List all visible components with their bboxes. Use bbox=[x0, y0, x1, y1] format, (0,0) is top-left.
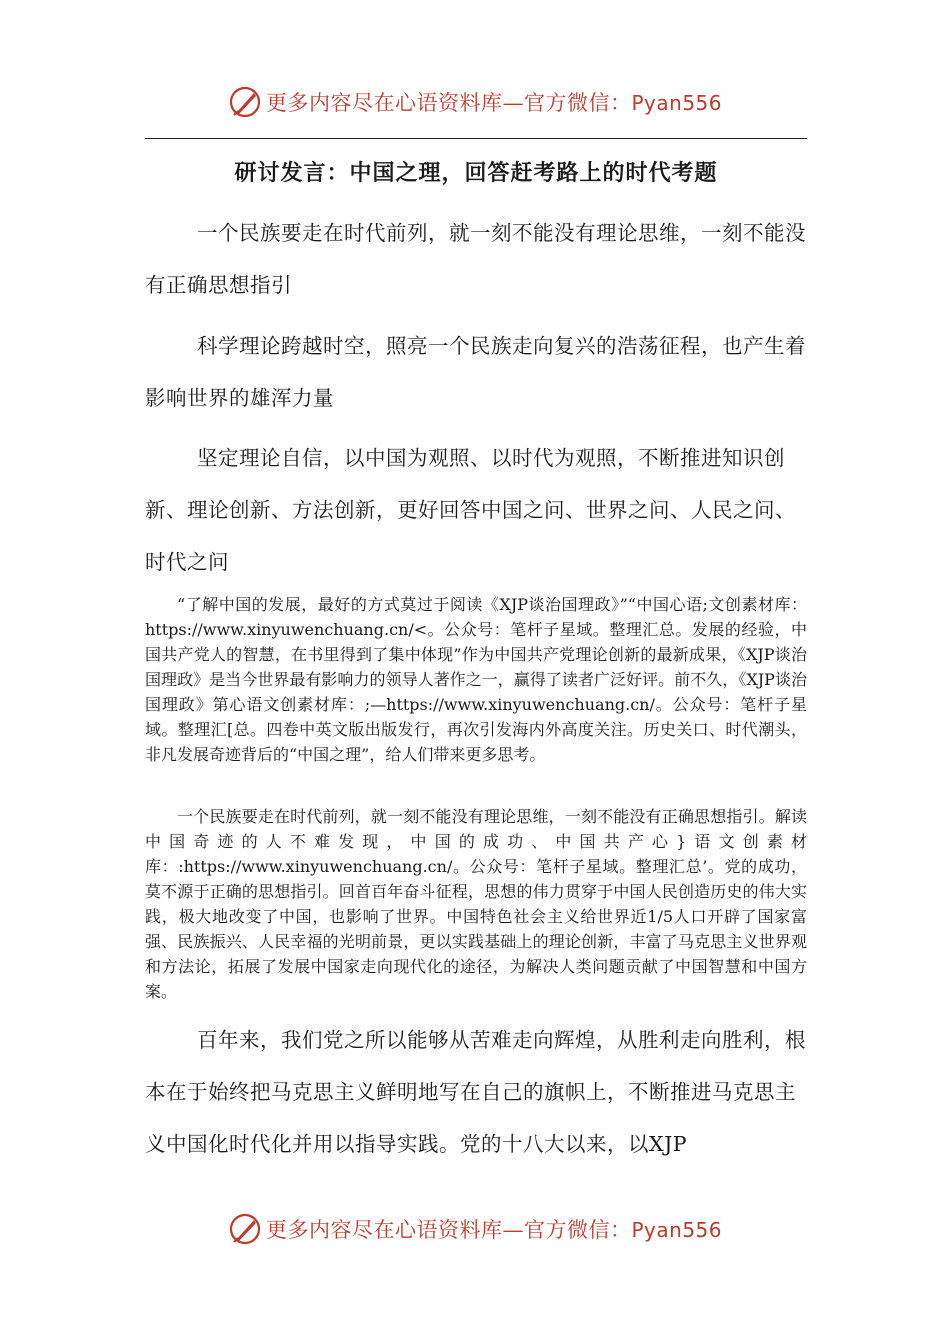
header-divider bbox=[145, 138, 807, 139]
quill-logo-icon bbox=[228, 1212, 262, 1246]
banner-text: 更多内容尽在心语资料库—官方微信：Pyan556 bbox=[265, 91, 722, 115]
paragraph-2: 科学理论跨越时空，照亮一个民族走向复兴的浩荡征程，也产生着影响世界的雄浑力量 bbox=[145, 334, 806, 410]
document-title: 研讨发言：中国之理，回答赶考路上的时代考题 bbox=[234, 161, 718, 186]
paragraph-4: “了解中国的发展，最好的方式莫过于阅读《XJP谈治国理政》”“中国心语;文创素材库：https://www.xinyuwenchuang.cn/<。公众号：笔杆子星域。整理汇总。发展的经验，中国共产党人的智慧，在书里得到了集中体现”作为中国共产党理论创新的最新成果，《XJP谈治国理政》是当今世界最有影响力的领导人著作之一，赢得了读者广泛好评。前不久，《XJP谈治国理政》第心语文创素材库：;—https://www.xinyuwenchuang.cn/。公众号：笔杆子星域。整理汇[总。四卷中英文版出版发行，再次引发海内外高度关注。历史关口、时代潮头，非凡发展奇迹背后的“中国之理”，给人们带来更多思考。 bbox=[145, 595, 807, 764]
paragraph-3: 坚定理论自信，以中国为观照、以时代为观照，不断推进知识创新、理论创新、方法创新，更好回答中国之问、世界之问、人民之问、时代之问 bbox=[145, 446, 796, 574]
paragraph-6: 百年来，我们党之所以能够从苦难走向辉煌，从胜利走向胜利，根本在于始终把马克思主义鲜明地写在自己的旗帜上，不断推进马克思主义中国化时代化并用以指导实践。党的十八大以来，以XJP bbox=[145, 1028, 806, 1156]
banner-text: 更多内容尽在心语资料库—官方微信：Pyan556 bbox=[265, 1218, 722, 1242]
paragraph-5: 一个民族要走在时代前列，就一刻不能没有理论思维，一刻不能没有正确思想指引。解读中国奇迹的人不难发现，中国的成功、中国共产心}语文创素材库：:https://www.xinyuwenchuang.cn/。公众号：笔杆子星域。整理汇总’。党的成功，莫不源于正确的思想指引。回首百年奋斗征程，思想的伟力贯穿于中国人民创造历史的伟大实践，极大地改变了中国，也影响了世界。中国特色社会主义给世界近1/5人口开辟了国家富强、民族振兴、人民幸福的光明前景，更以实践基础上的理论创新，丰富了马克思主义世界观和方法论，拓展了发展中国家走向现代化的途径，为解决人类问题贡献了中国智慧和中国方案。 bbox=[145, 807, 807, 1001]
wechat-id: Pyan556 bbox=[631, 1218, 722, 1242]
footer-banner bbox=[0, 1209, 950, 1249]
header-banner bbox=[0, 82, 950, 122]
wechat-id: Pyan556 bbox=[631, 91, 722, 115]
paragraph-1: 一个民族要走在时代前列，就一刻不能没有理论思维，一刻不能没有正确思想指引 bbox=[145, 221, 806, 297]
quill-logo-icon bbox=[228, 85, 262, 119]
